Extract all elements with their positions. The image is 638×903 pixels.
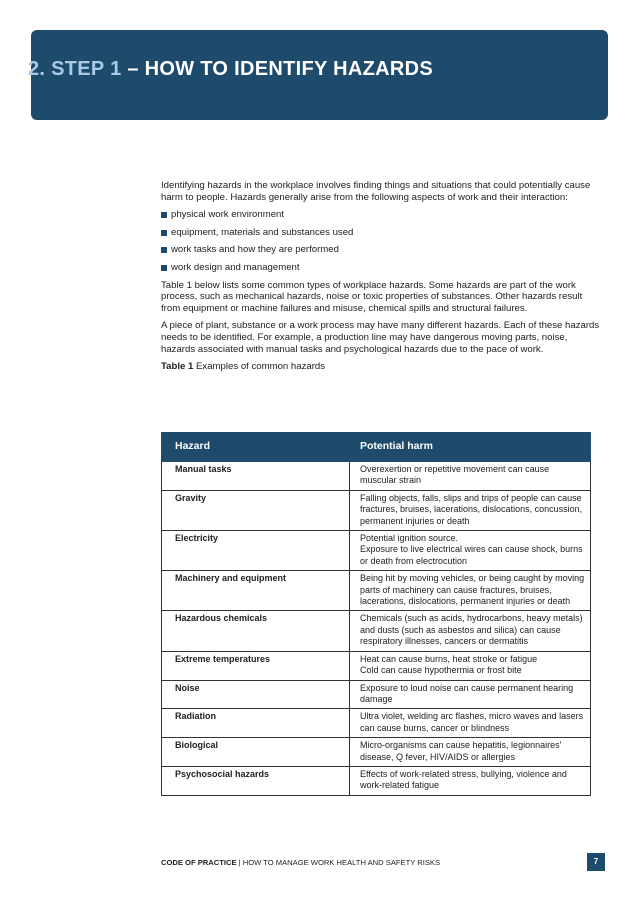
table-caption-text: Examples of common hazards <box>193 361 326 373</box>
hazard-cell: Gravity <box>162 490 350 530</box>
hazards-table-body <box>162 462 591 796</box>
list-item-text: work tasks and how they are performed <box>171 244 339 256</box>
footer-separator: | <box>236 858 243 867</box>
page-number: 7 <box>587 853 605 871</box>
table-row <box>162 462 591 491</box>
intro-paragraph: Identifying hazards in the workplace involves finding things and situations that could potentially cause harm to people. Hazards generally arise from the following aspects of work and their interaction: <box>161 180 591 203</box>
list-item <box>161 244 601 256</box>
potential-harm-cell: Falling objects, falls, slips and trips of people can cause fractures, bruises, lacerations, dislocations, concussion, permanent injuries or death <box>350 490 591 530</box>
table-caption <box>161 361 601 373</box>
table-row <box>162 766 591 795</box>
hazard-cell: Machinery and equipment <box>162 571 350 611</box>
hazard-cell: Radiation <box>162 709 350 738</box>
table-row <box>162 709 591 738</box>
list-item <box>161 227 601 239</box>
table-row <box>162 680 591 709</box>
list-item-text: physical work environment <box>171 209 285 221</box>
table-row <box>162 571 591 611</box>
table-caption-label: Table 1 <box>161 361 194 373</box>
hazard-cell: Psychosocial hazards <box>162 766 350 795</box>
hazard-cell: Manual tasks <box>162 462 350 491</box>
table-row <box>162 738 591 767</box>
work-aspects-list <box>161 209 601 273</box>
table-row <box>162 490 591 530</box>
section-title: – HOW TO IDENTIFY HAZARDS <box>127 58 434 80</box>
list-item <box>161 262 601 274</box>
potential-harm-cell: Being hit by moving vehicles, or being caught by moving parts of machinery can cause fractures, bruises, lacerations, dislocations, permanent injuries or death <box>350 571 591 611</box>
table-header-row <box>162 433 591 462</box>
list-item <box>161 209 601 221</box>
potential-harm-cell: Heat can cause burns, heat stroke or fatigue Cold can cause hypothermia or frost bite <box>350 651 591 680</box>
paragraph-table-intro: Table 1 below lists some common types of workplace hazards. Some hazards are part of the work process, such as mechanical hazards, noise or toxic properties of substances. Other hazards result from equipment or machine failures and misuse, chemical spills and structural failures. <box>161 279 583 314</box>
potential-harm-cell: Effects of work-related stress, bullying, violence and work-related fatigue <box>350 766 591 795</box>
column-header-hazard: Hazard <box>162 433 350 462</box>
paragraph-example: A piece of plant, substance or a work process may have many different hazards. Each of these hazards needs to be identified. For example, a production line may have dangerous moving parts, noise, hazards associated with manual tasks and psychological hazards due to the pace of work. <box>161 320 600 355</box>
hazard-cell: Noise <box>162 680 350 709</box>
table-row <box>162 651 591 680</box>
square-bullet-icon <box>161 247 167 253</box>
hazard-cell: Biological <box>162 738 350 767</box>
potential-harm-cell: Chemicals (such as acids, hydrocarbons, heavy metals) and dusts (such as asbestos and silica) can cause respiratory illnesses, cancers or dermatitis <box>350 611 591 651</box>
potential-harm-cell: Exposure to loud noise can cause permanent hearing damage <box>350 680 591 709</box>
column-header-potential-harm: Potential harm <box>350 433 591 462</box>
section-number: 2. STEP 1 <box>28 58 122 80</box>
body-content <box>161 180 601 379</box>
square-bullet-icon <box>161 212 167 218</box>
page-footer <box>161 858 440 867</box>
square-bullet-icon <box>161 230 167 236</box>
square-bullet-icon <box>161 265 167 271</box>
hazard-cell: Hazardous chemicals <box>162 611 350 651</box>
potential-harm-cell: Potential ignition source. Exposure to live electrical wires can cause shock, burns or death from electrocution <box>350 531 591 571</box>
footer-code-label: CODE OF PRACTICE <box>161 858 237 867</box>
hazard-cell: Extreme temperatures <box>162 651 350 680</box>
table-row <box>162 611 591 651</box>
hazard-cell: Electricity <box>162 531 350 571</box>
hazards-table <box>161 432 591 796</box>
table-row <box>162 531 591 571</box>
list-item-text: work design and management <box>171 261 300 273</box>
section-heading <box>28 58 433 81</box>
potential-harm-cell: Micro-organisms can cause hepatitis, legionnaires' disease, Q fever, HIV/AIDS or allergies <box>350 738 591 767</box>
potential-harm-cell: Overexertion or repetitive movement can cause muscular strain <box>350 462 591 491</box>
footer-doc-title: HOW TO MANAGE WORK HEALTH AND SAFETY RISKS <box>242 858 441 867</box>
list-item-text: equipment, materials and substances used <box>171 226 354 238</box>
potential-harm-cell: Ultra violet, welding arc flashes, micro waves and lasers can cause burns, cancer or blindness <box>350 709 591 738</box>
